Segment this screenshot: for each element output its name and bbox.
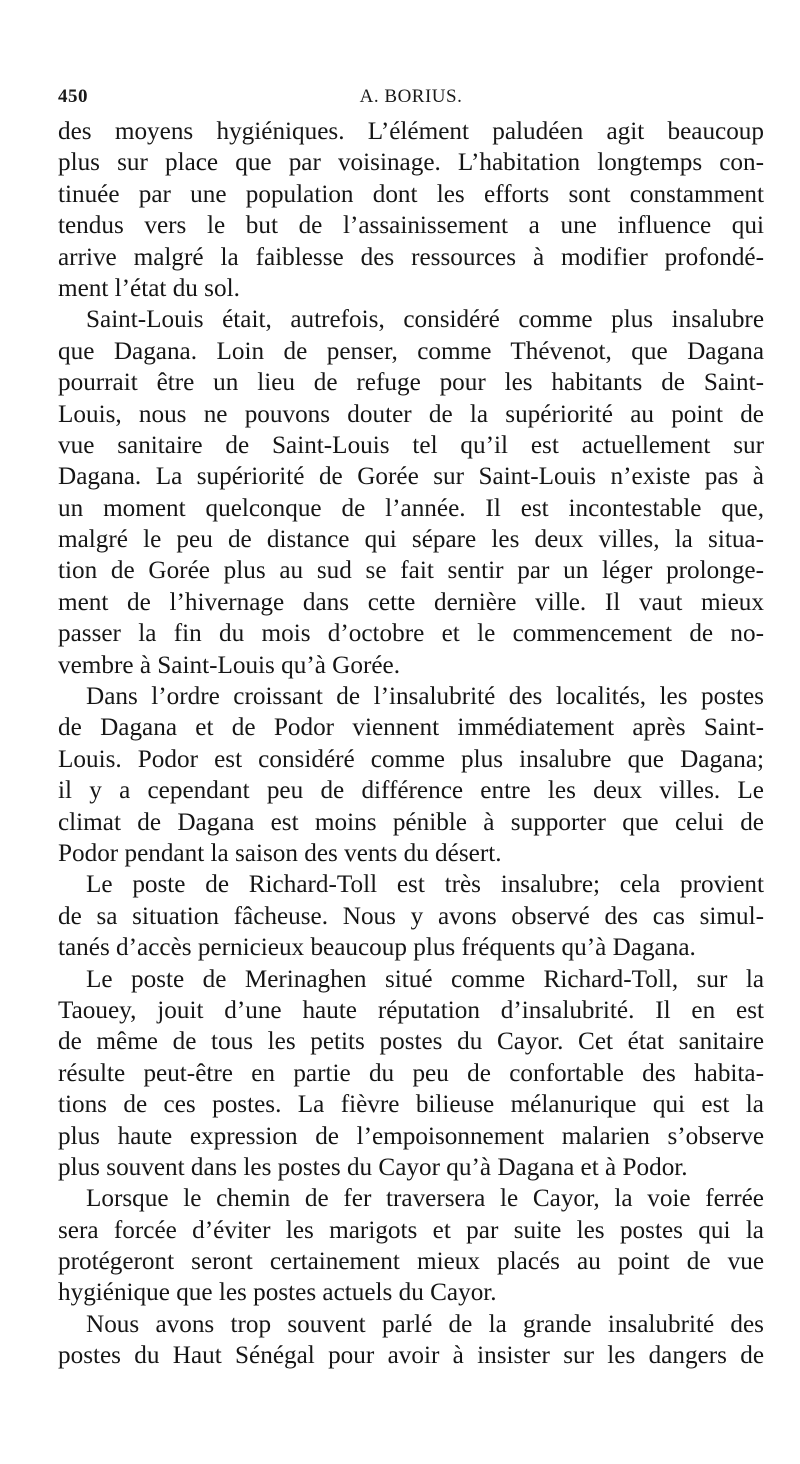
text-line: pourrait être un lieu de refuge pour les habitants de Saint- xyxy=(58,369,764,397)
text-line: un moment quelconque de l’année. Il est incontestable que, xyxy=(58,494,764,522)
text-line: Louis, nous ne pouvons douter de la supériorité au point de xyxy=(58,400,764,428)
running-head xyxy=(58,86,764,110)
text-line: Podor pendant la saison des vents du désert. xyxy=(58,839,502,867)
text-line: Saint-Louis était, autrefois, considéré comme plus insalubre xyxy=(86,306,764,334)
text-line: ment de l’hivernage dans cette dernière ville. Il vaut mieux xyxy=(58,588,764,616)
page-number: 450 xyxy=(58,86,88,107)
text-line: plus sur place que par voisinage. L’habitation longtemps con- xyxy=(58,149,764,177)
body-text xyxy=(58,116,764,1372)
text-line: tions de ces postes. La fièvre bilieuse mélanurique qui est la xyxy=(58,1091,764,1119)
text-line: tanés d’accès pernicieux beaucoup plus fréquents qu’à Dagana. xyxy=(58,934,696,962)
text-line: arrive malgré la faiblesse des ressources à modifier profondé- xyxy=(58,243,764,271)
text-line: passer la fin du mois d’octobre et le commencement de no- xyxy=(58,620,764,648)
text-line: tion de Gorée plus au sud se fait sentir par un léger prolonge- xyxy=(58,557,764,585)
text-line: protégeront seront certainement mieux placés au point de vue xyxy=(58,1248,764,1276)
text-line: Nous avons trop souvent parlé de la grande insalubrité des xyxy=(86,1310,764,1338)
text-line: Le poste de Merinaghen situé comme Richard-Toll, sur la xyxy=(86,965,764,993)
text-line: Le poste de Richard-Toll est très insalubre; cela provient xyxy=(86,871,764,899)
text-line: que Dagana. Loin de penser, comme Thévenot, que Dagana xyxy=(58,337,764,365)
text-line: de Dagana et de Podor viennent immédiatement après Saint- xyxy=(58,714,764,742)
text-line: tendus vers le but de l’assainissement a une influence qui xyxy=(58,212,764,240)
text-line: Lorsque le chemin de fer traversera le Cayor, la voie ferrée xyxy=(86,1185,764,1213)
text-line: sera forcée d’éviter les marigots et par suite les postes qui la xyxy=(58,1216,764,1244)
text-line: Dans l’ordre croissant de l’insalubrité des localités, les postes xyxy=(86,683,764,711)
text-line: de sa situation fâcheuse. Nous y avons observé des cas simul- xyxy=(58,902,764,930)
text-line: vembre à Saint-Louis qu’à Gorée. xyxy=(58,651,401,679)
text-line: Dagana. La supériorité de Gorée sur Saint-Louis n’existe pas à xyxy=(58,463,764,491)
text-line: ment l’état du sol. xyxy=(58,274,240,302)
text-line: de même de tous les petits postes du Cayor. Cet état sanitaire xyxy=(58,1028,764,1056)
text-line: Taouey, jouit d’une haute réputation d’insalubrité. Il en est xyxy=(58,996,764,1024)
text-line: plus souvent dans les postes du Cayor qu’à Dagana et à Podor. xyxy=(58,1153,688,1181)
text-line: plus haute expression de l’empoisonnement malarien s’observe xyxy=(58,1122,764,1150)
text-line: des moyens hygiéniques. L’élément paludéen agit beaucoup xyxy=(58,118,764,145)
text-line: résulte peut-être en partie du peu de confortable des habita- xyxy=(58,1059,764,1087)
text-line: tinuée par une population dont les efforts sont constamment xyxy=(58,180,764,208)
text-line: il y a cependant peu de différence entre les deux villes. Le xyxy=(58,777,764,805)
text-line: postes du Haut Sénégal pour avoir à insister sur les dangers de xyxy=(58,1342,764,1370)
running-head-author: A. BORIUS. xyxy=(359,86,463,107)
text-line: climat de Dagana est moins pénible à supporter que celui de xyxy=(58,808,764,836)
text-line: malgré le peu de distance qui sépare les deux villes, la situa- xyxy=(58,526,764,554)
text-line: Louis. Podor est considéré comme plus insalubre que Dagana; xyxy=(58,745,764,773)
text-line: hygiénique que les postes actuels du Cayor. xyxy=(58,1279,497,1307)
text-line: vue sanitaire de Saint-Louis tel qu’il est actuellement sur xyxy=(58,431,764,459)
